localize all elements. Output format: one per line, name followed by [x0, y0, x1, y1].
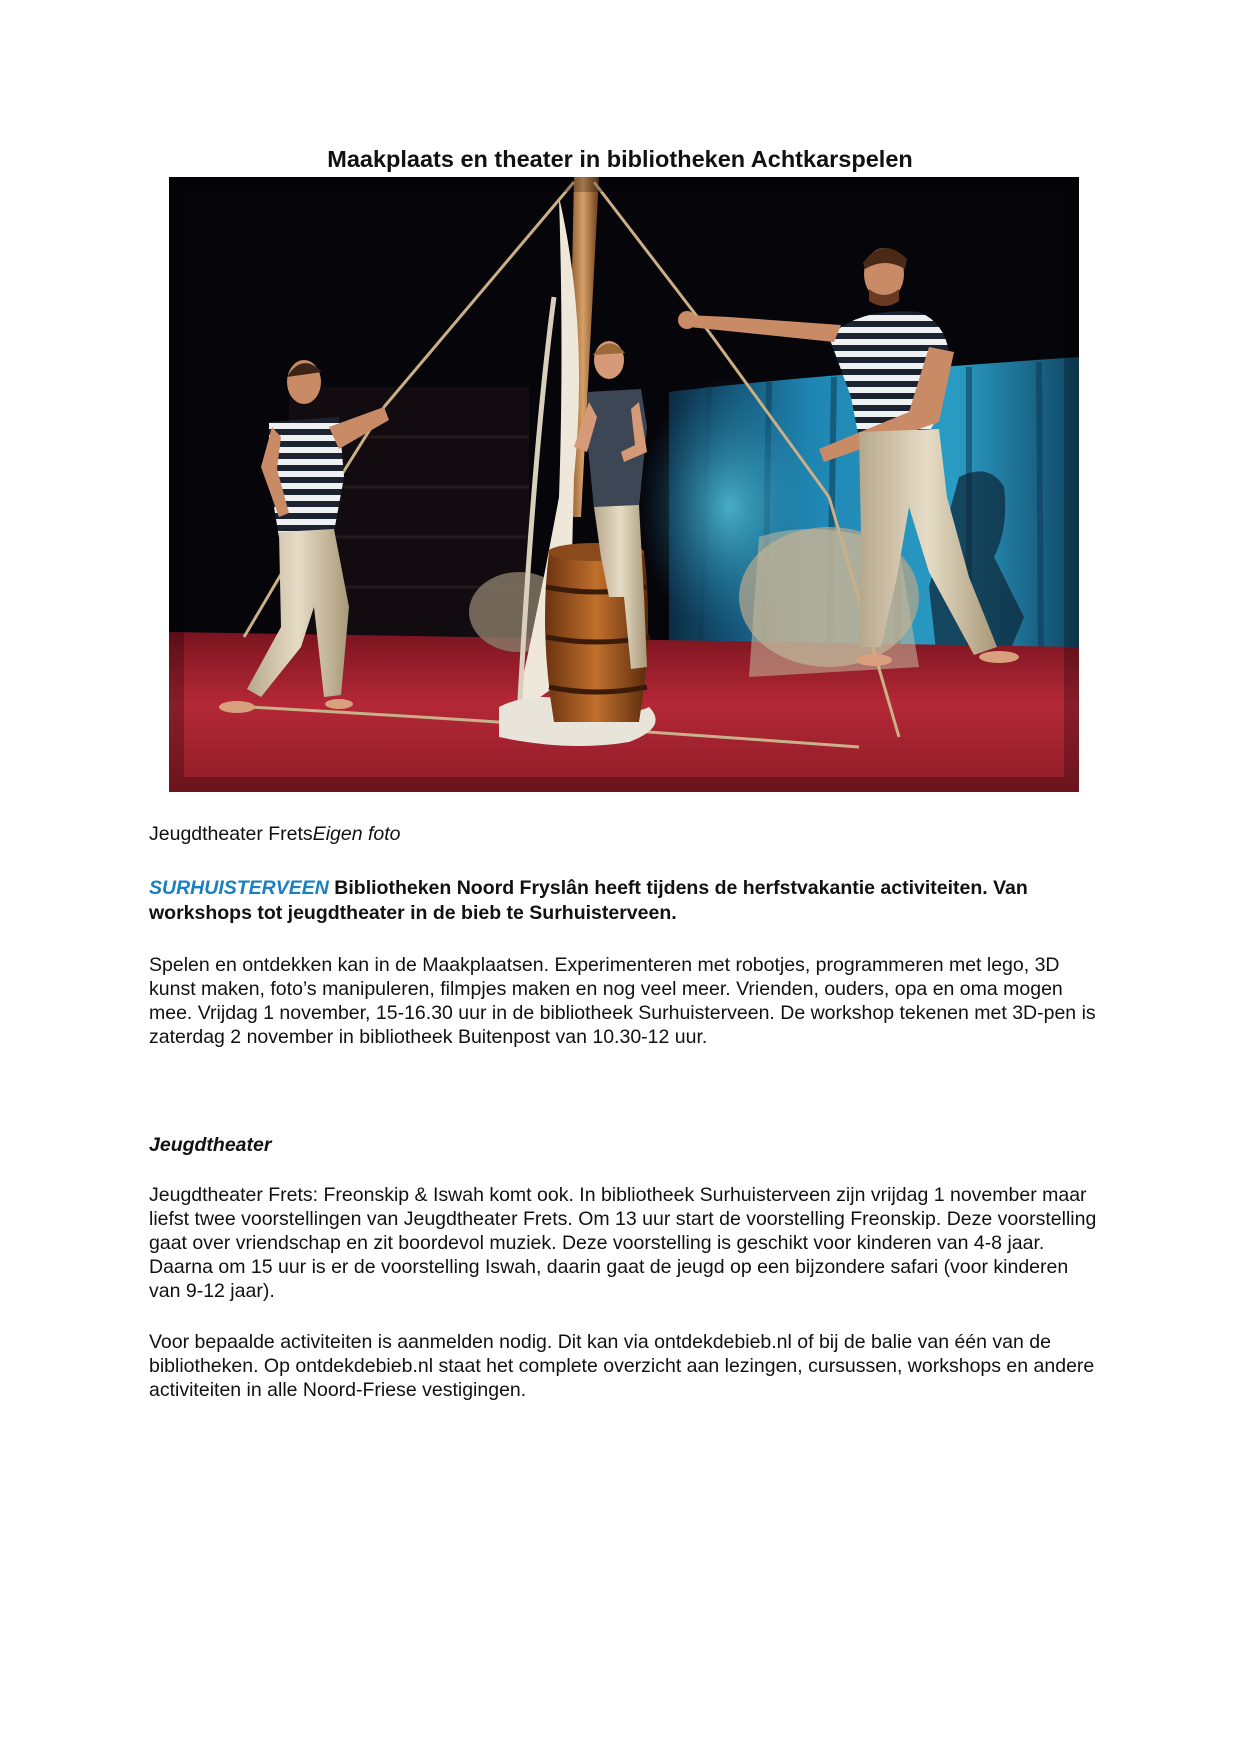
stage-photo — [169, 177, 1079, 792]
lead-text: Bibliotheken Noord Fryslân heeft tijdens de herfstvakantie activiteiten. Van workshops tot jeugdtheater in de bieb te Surhuisterveen. — [149, 877, 1028, 924]
dateline: SURHUISTERVEEN — [149, 877, 329, 899]
caption-title: Jeugdtheater Frets — [149, 823, 313, 845]
caption-credit: Eigen foto — [312, 823, 401, 845]
photo-caption — [149, 823, 401, 846]
paragraph-aanmelden: Voor bepaalde activiteiten is aanmelden nodig. Dit kan via ontdekdebieb.nl of bij de balie van één van de bibliotheken. Op ontdekdebieb.nl staat het complete overzicht aan lezingen, cursussen, workshops en andere activiteiten in alle Noord-Friese vestigingen. — [149, 1331, 1095, 1401]
subheading-jeugdtheater: Jeugdtheater — [149, 1134, 272, 1156]
paragraph-jeugdtheater: Jeugdtheater Frets: Freonskip & Iswah komt ook. In bibliotheek Surhuisterveen zijn vrijdag 1 november maar liefst twee voorstellingen van Jeugdtheater Frets. Om 13 uur start de voorstelling Freonskip. Deze voorstelling gaat over vriendschap en zit boordevol muziek. Deze voorstelling is geschikt voor kinderen van 4-8 jaar. Daarna om 15 uur is er de voorstelling Iswah, daarin gaat de jeugd op een bijzondere safari (voor kinderen van 9-12 jaar). — [149, 1184, 1097, 1302]
article-title: Maakplaats en theater in bibliotheken Achtkarspelen — [327, 146, 913, 172]
paragraph-maakplaatsen: Spelen en ontdekken kan in de Maakplaatsen. Experimenteren met robotjes, programmeren met lego, 3D kunst maken, foto’s manipuleren, filmpjes maken en nog veel meer. Vrienden, ouders, opa en oma mogen mee. Vrijdag 1 november, 15-16.30 uur in de bibliotheek Surhuisterveen. De workshop tekenen met 3D-pen is zaterdag 2 november in bibliotheek Buitenpost van 10.30-12 uur. — [149, 954, 1096, 1048]
article-lead — [149, 876, 1099, 925]
